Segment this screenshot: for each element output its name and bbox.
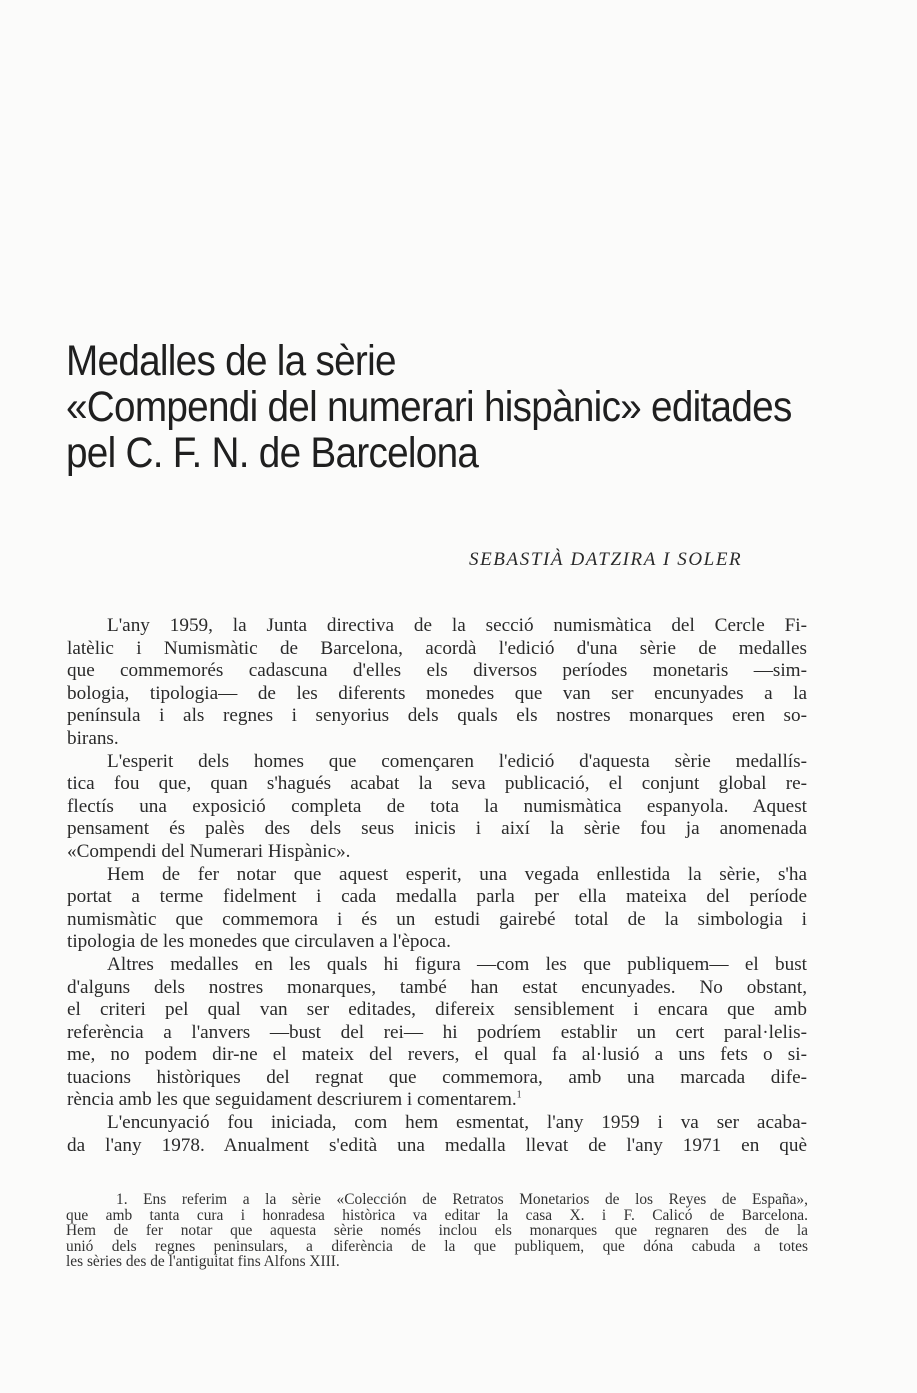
- body-line: referència a l'anvers —bust del rei— hi podríem establir un cert paral·lelis-: [67, 1021, 807, 1043]
- body-line: tipologia de les monedes que circulaven a l'època.: [67, 931, 451, 953]
- title-line: «Compendi del numerari hispànic» editades: [66, 383, 792, 431]
- footnote-reference[interactable]: 1: [516, 1090, 522, 1102]
- body-line: península i als regnes i senyorius dels quals els nostres monarques eren so-: [67, 705, 807, 727]
- body-line: L'any 1959, la Junta directiva de la secció numismàtica del Cercle Fi-: [107, 615, 807, 636]
- body-line: «Compendi del Numerari Hispànic».: [67, 840, 351, 862]
- body-line: birans.: [67, 727, 119, 749]
- body-line: tica fou que, quan s'hagués acabat la seva publicació, el conjunt global re-: [67, 773, 807, 795]
- footnote-line: Hem de fer notar que aquesta sèrie només inclou els monarques que regnaren des de la: [66, 1222, 808, 1240]
- author-name: SEBASTIÀ DATZIRA I SOLER: [469, 549, 743, 570]
- title-line: pel C. F. N. de Barcelona: [66, 429, 479, 477]
- body-line-text: rència amb les que seguidament descriurem i comentarem.: [67, 1089, 517, 1111]
- body-line: numismàtic que commemora i és un estudi gairebé total de la simbologia i: [67, 908, 807, 930]
- article-body: [67, 615, 807, 1157]
- body-line: Altres medalles en les quals hi figura —com les que publiquem— el bust: [107, 953, 807, 975]
- footnote-number: 1.: [116, 1191, 128, 1208]
- title-line: Medalles de la sèrie: [66, 337, 396, 385]
- footnote-line: les sèries des de l'antiguitat fins Alfons XIII.: [66, 1253, 340, 1271]
- footnote-line: unió dels regnes peninsulars, a diferència de la que publiquem, que dóna cabuda a totes: [66, 1237, 808, 1255]
- body-line: da l'any 1978. Anualment s'edità una medalla llevat de l'any 1971 en què: [67, 1134, 807, 1156]
- footnote-line: [66, 1192, 808, 1208]
- footnote-text: Ens referim a la sèrie «Colección de Retratos Monetarios de los Reyes de España»,: [143, 1191, 808, 1208]
- footnote-line: que amb tanta cura i honradesa històrica va editar la casa X. i F. Calicó de Barcelona.: [66, 1206, 808, 1224]
- body-line: L'esperit dels homes que començaren l'edició d'aquesta sèrie medallís-: [107, 750, 807, 772]
- body-line: flectís una exposició completa de tota la numismàtica espanyola. Aquest: [67, 795, 807, 817]
- body-line: portat a terme fidelment i cada medalla parla per ella mateixa del període: [67, 886, 807, 908]
- body-line: que commemorés cadascuna d'elles els diversos períodes monetaris —sim-: [67, 660, 807, 682]
- body-line: el criteri pel qual van ser editades, difereix sensiblement i encara que amb: [67, 999, 807, 1021]
- footnotes: [66, 1192, 808, 1270]
- body-line: L'encunyació fou iniciada, com hem esmentat, l'any 1959 i va ser acaba-: [107, 1112, 807, 1134]
- body-line: Hem de fer notar que aquest esperit, una vegada enllestida la sèrie, s'ha: [107, 863, 807, 885]
- body-line: tuacions històriques del regnat que commemora, amb una marcada dife-: [67, 1066, 807, 1088]
- body-line: me, no podem dir-ne el mateix del revers, el qual fa al·lusió a uns fets o si-: [67, 1044, 807, 1066]
- article-title: [66, 337, 792, 477]
- body-line: pensament és palès des dels seus inicis i així la sèrie fou ja anomenada: [67, 818, 807, 840]
- body-line: latèlic i Numismàtic de Barcelona, acordà l'edició d'una sèrie de medalles: [67, 637, 807, 659]
- body-line: bologia, tipologia— de les diferents monedes que van ser encunyades a la: [67, 682, 807, 704]
- body-line: d'alguns dels nostres monarques, també han estat encunyades. No obstant,: [67, 976, 807, 998]
- body-line-with-footnote-ref: [67, 1089, 807, 1112]
